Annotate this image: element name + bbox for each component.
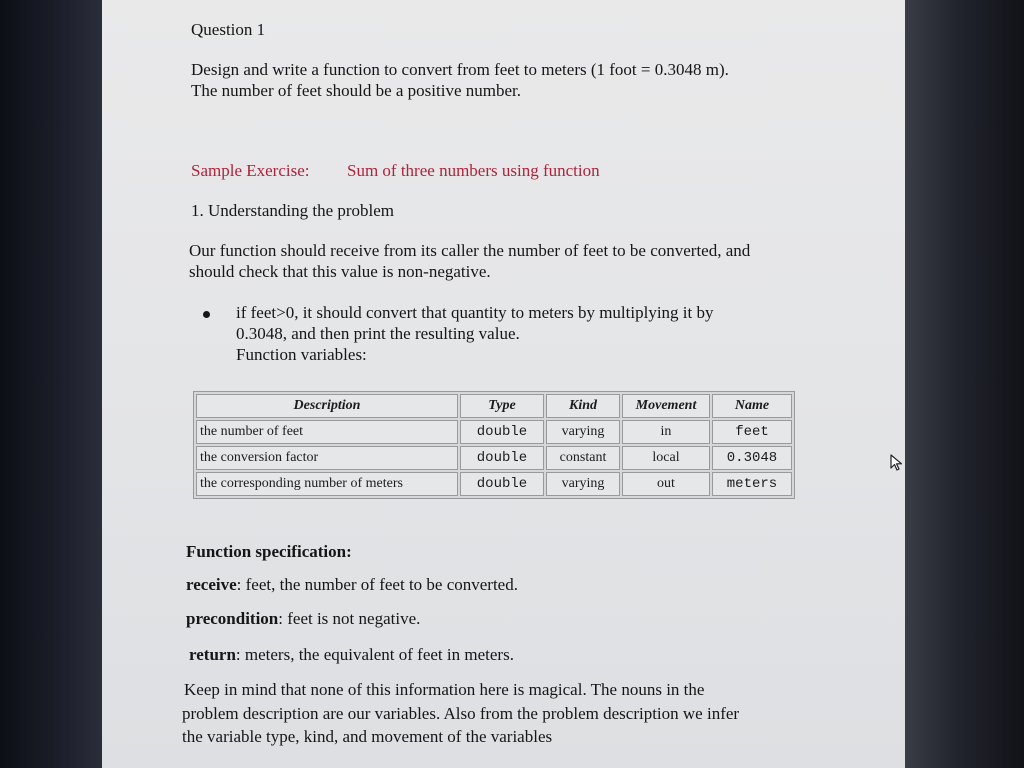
spec-return <box>189 644 514 665</box>
paragraph-line1: Our function should receive from its caller the number of feet to be converted, and <box>189 241 751 260</box>
note-line1: Keep in mind that none of this information here is magical. The nouns in the <box>184 680 705 699</box>
spec-return-key: return <box>189 645 236 664</box>
note-line3: the variable type, kind, and movement of the variables <box>182 727 553 746</box>
header-type: Type <box>460 394 544 418</box>
arrow-pointer-icon <box>890 454 904 472</box>
cell-kind: varying <box>546 420 620 444</box>
cell-description: the corresponding number of meters <box>196 472 458 496</box>
header-description: Description <box>196 394 458 418</box>
paragraph-line2: should check that this value is non-negative. <box>189 262 491 281</box>
variables-label: Function variables: <box>236 345 367 364</box>
spec-return-value: : meters, the equivalent of feet in meters. <box>235 645 514 664</box>
bullet-icon <box>203 311 210 318</box>
question-prompt-line1: Design and write a function to convert from feet to meters (1 foot = 0.3048 m). <box>191 60 729 79</box>
cell-description: the number of feet <box>196 420 458 444</box>
spec-precondition <box>186 608 420 629</box>
header-movement: Movement <box>622 394 710 418</box>
table-row <box>196 446 792 470</box>
cell-type: double <box>460 472 544 496</box>
cell-type: double <box>460 420 544 444</box>
question-prompt-line2: The number of feet should be a positive number. <box>191 81 521 100</box>
section-heading: 1. Understanding the problem <box>191 201 395 220</box>
bullet-line1: if feet>0, it should convert that quantity to meters by multiplying it by <box>236 303 714 322</box>
table-row <box>196 472 792 496</box>
variables-table <box>193 391 795 499</box>
cell-description: the conversion factor <box>196 446 458 470</box>
monitor-bezel-left <box>0 0 102 768</box>
cell-movement: local <box>622 446 710 470</box>
spec-precondition-value: : feet is not negative. <box>278 609 421 628</box>
bullet-line2: 0.3048, and then print the resulting value. <box>236 324 520 343</box>
note-line2: problem description are our variables. Also from the problem description we infer <box>182 704 740 723</box>
question-title: Question 1 <box>191 20 266 39</box>
header-kind: Kind <box>546 394 620 418</box>
monitor-bezel-right <box>905 0 1024 768</box>
cell-name: meters <box>712 472 792 496</box>
cell-kind: varying <box>546 472 620 496</box>
spec-heading: Function specification: <box>186 542 352 561</box>
cell-movement: out <box>622 472 710 496</box>
header-name: Name <box>712 394 792 418</box>
sample-label: Sample Exercise: <box>191 161 310 180</box>
table-header-row <box>196 394 792 418</box>
spec-receive-key: receive <box>186 575 237 594</box>
spec-precondition-key: precondition <box>186 609 279 628</box>
cell-type: double <box>460 446 544 470</box>
table-row <box>196 420 792 444</box>
spec-receive <box>186 574 518 595</box>
spec-receive-value: : feet, the number of feet to be converted. <box>236 575 518 594</box>
sample-title: Sum of three numbers using function <box>347 161 600 180</box>
cell-kind: constant <box>546 446 620 470</box>
cell-name: feet <box>712 420 792 444</box>
cell-name: 0.3048 <box>712 446 792 470</box>
cell-movement: in <box>622 420 710 444</box>
